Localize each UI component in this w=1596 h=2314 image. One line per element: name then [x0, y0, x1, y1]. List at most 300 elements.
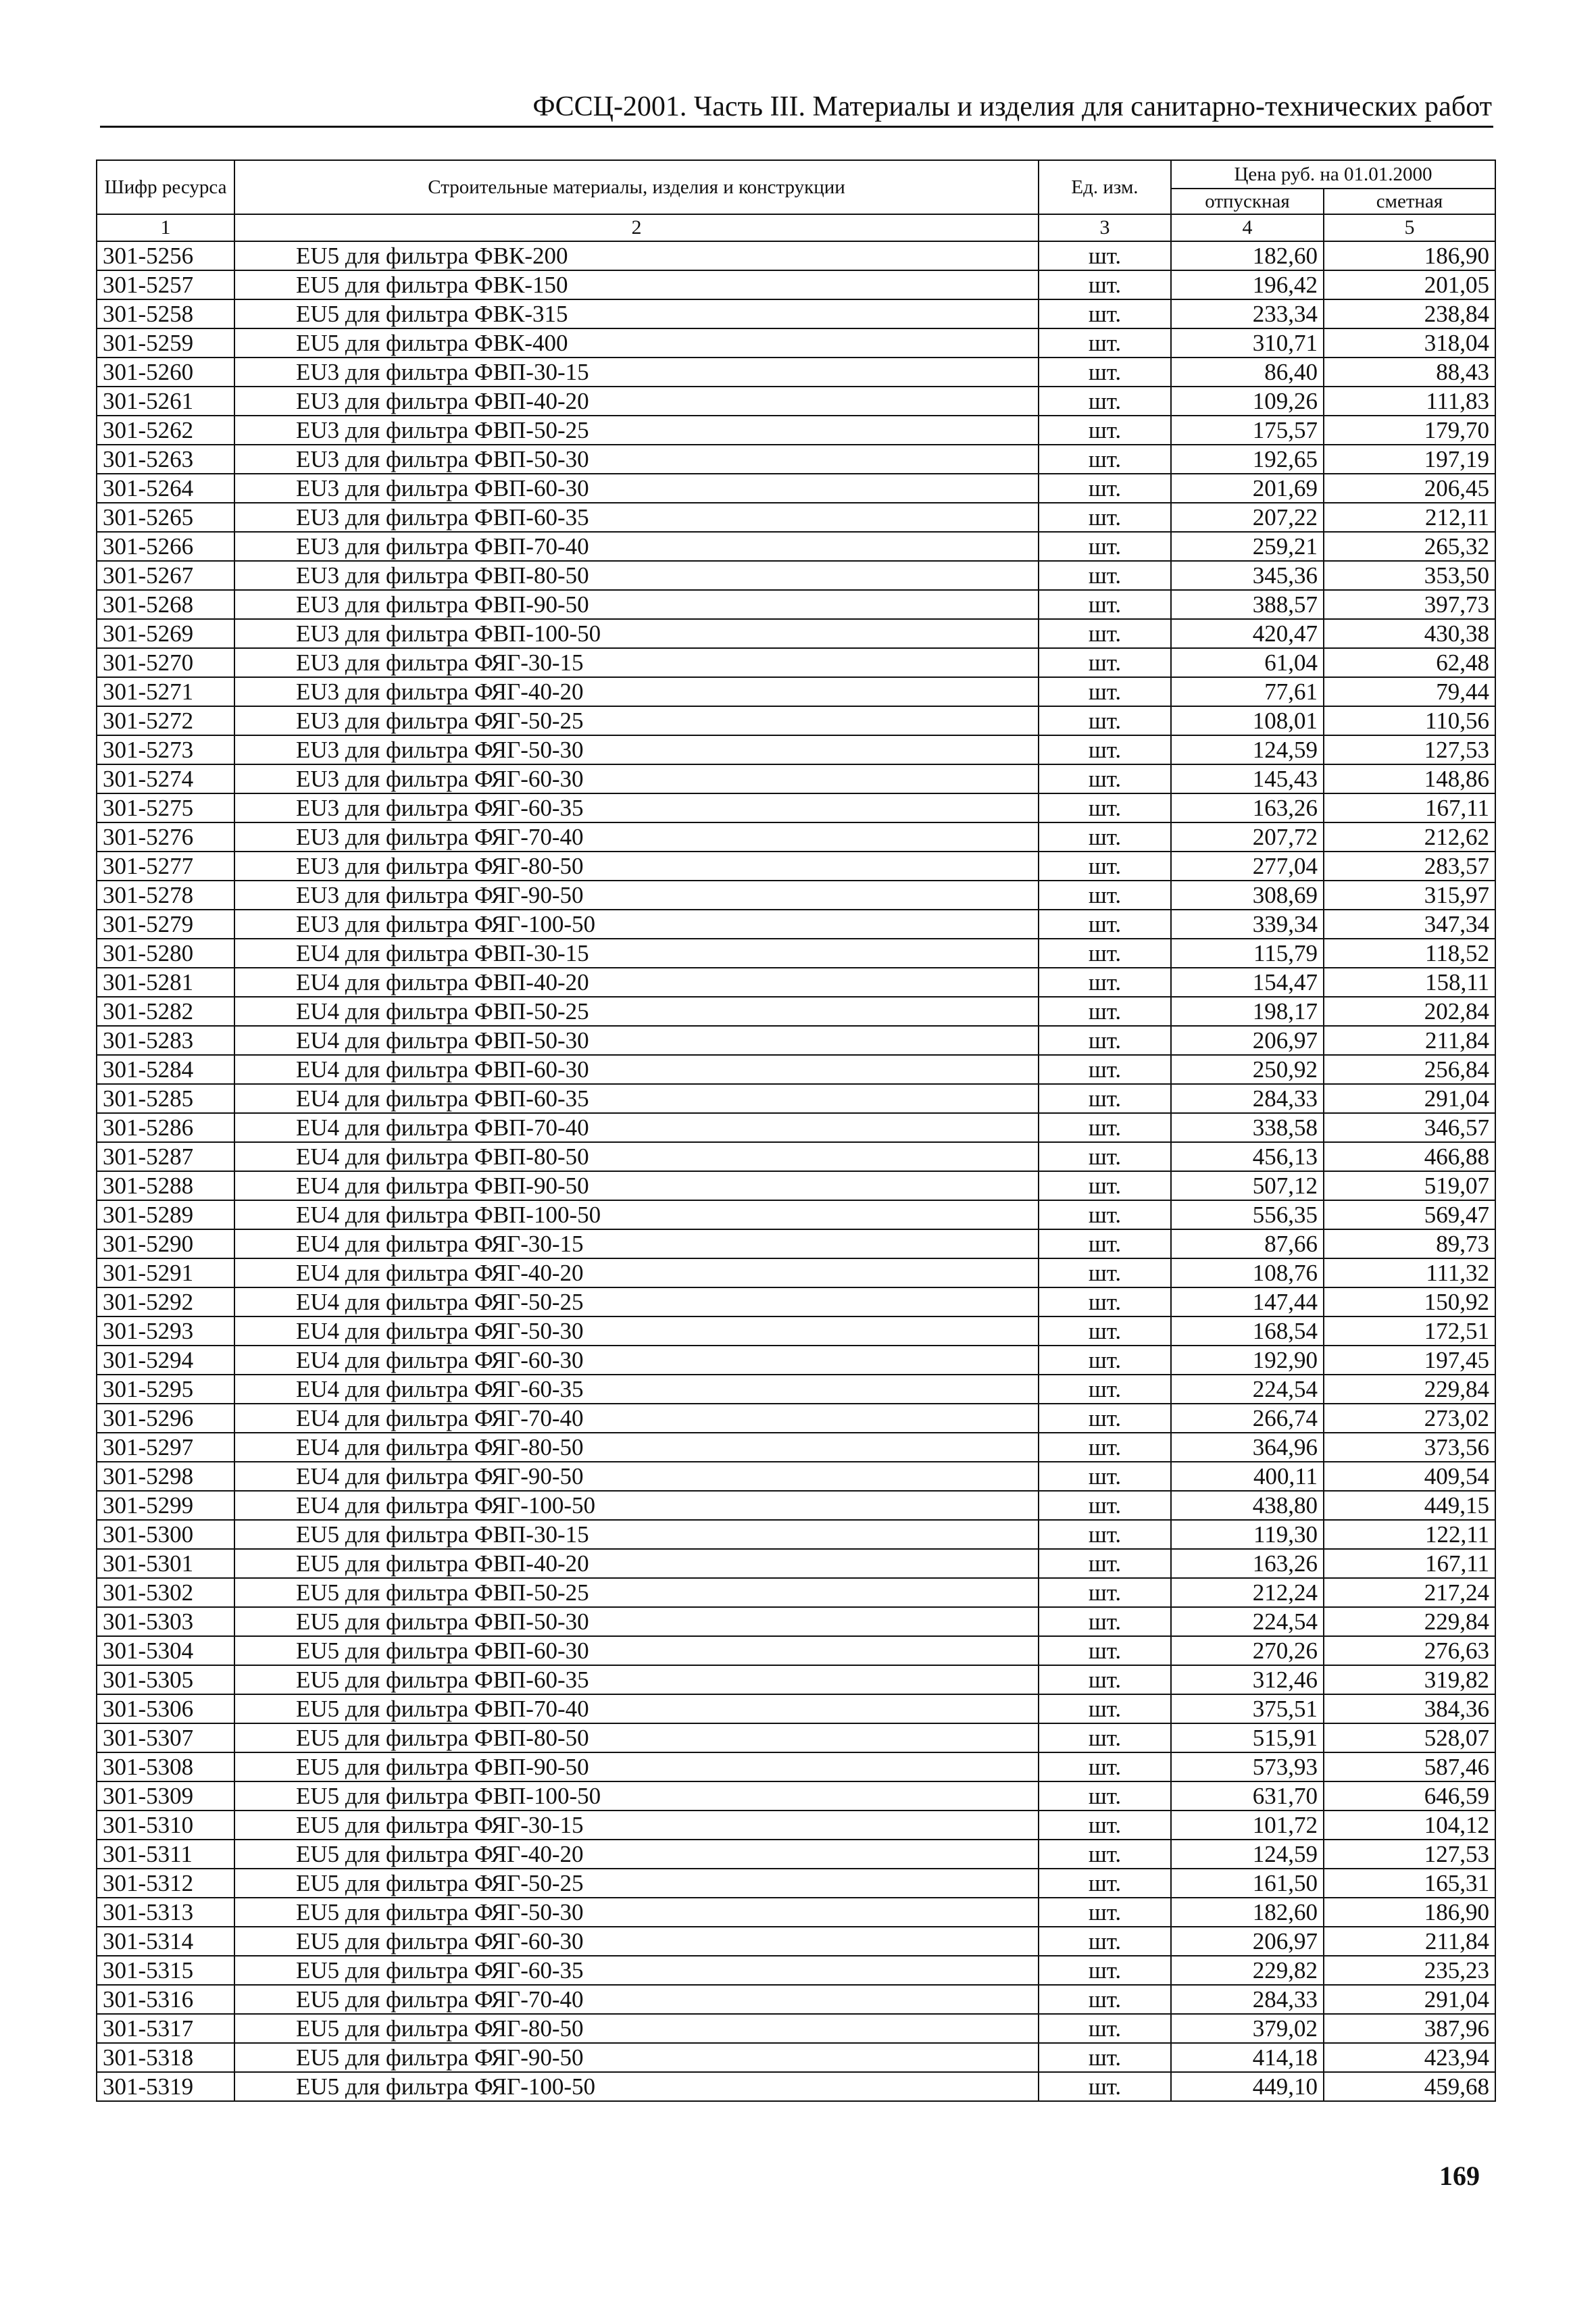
release-price-cell: 573,93: [1171, 1752, 1324, 1781]
unit-cell: шт.: [1039, 328, 1171, 358]
table-row: [97, 1549, 1495, 1578]
release-price-cell: 168,54: [1171, 1316, 1324, 1346]
estimate-price-cell: 569,47: [1324, 1200, 1495, 1229]
unit-cell: шт.: [1039, 503, 1171, 532]
resource-code-cell: 301-5307: [97, 1723, 234, 1752]
estimate-price-cell: 165,31: [1324, 1869, 1495, 1898]
release-price-cell: 108,76: [1171, 1258, 1324, 1287]
material-name-cell: EU4 для фильтра ФВП-50-30: [234, 1026, 1039, 1055]
material-name-cell: EU5 для фильтра ФВК-315: [234, 299, 1039, 328]
material-name-cell: EU4 для фильтра ФЯГ-90-50: [234, 1462, 1039, 1491]
resource-code-cell: 301-5288: [97, 1171, 234, 1200]
table-row: [97, 1723, 1495, 1752]
unit-cell: шт.: [1039, 1287, 1171, 1316]
resource-code-cell: 301-5290: [97, 1229, 234, 1258]
estimate-price-cell: 186,90: [1324, 241, 1495, 270]
release-price-cell: 206,97: [1171, 1927, 1324, 1956]
material-name-cell: EU5 для фильтра ФВП-70-40: [234, 1694, 1039, 1723]
unit-cell: шт.: [1039, 1316, 1171, 1346]
resource-code-cell: 301-5268: [97, 590, 234, 619]
unit-cell: шт.: [1039, 1520, 1171, 1549]
estimate-price-cell: 127,53: [1324, 1840, 1495, 1869]
table-row: [97, 561, 1495, 590]
resource-code-cell: 301-5317: [97, 2014, 234, 2043]
estimate-price-cell: 110,56: [1324, 706, 1495, 735]
estimate-price-cell: 273,02: [1324, 1404, 1495, 1433]
release-price-cell: 124,59: [1171, 1840, 1324, 1869]
column-header-code: Шифр ресурса: [97, 160, 234, 214]
estimate-price-cell: 449,15: [1324, 1491, 1495, 1520]
material-name-cell: EU4 для фильтра ФВП-80-50: [234, 1142, 1039, 1171]
release-price-cell: 420,47: [1171, 619, 1324, 648]
unit-cell: шт.: [1039, 1985, 1171, 2014]
column-number: 4: [1171, 214, 1324, 241]
estimate-price-cell: 167,11: [1324, 793, 1495, 822]
release-price-cell: 224,54: [1171, 1607, 1324, 1636]
table-row: [97, 1316, 1495, 1346]
table-row: [97, 1578, 1495, 1607]
resource-code-cell: 301-5310: [97, 1811, 234, 1840]
material-name-cell: EU5 для фильтра ФВП-100-50: [234, 1781, 1039, 1811]
release-price-cell: 310,71: [1171, 328, 1324, 358]
material-name-cell: EU3 для фильтра ФЯГ-30-15: [234, 648, 1039, 677]
release-price-cell: 192,65: [1171, 445, 1324, 474]
release-price-cell: 87,66: [1171, 1229, 1324, 1258]
table-header: [97, 160, 1495, 241]
estimate-price-cell: 646,59: [1324, 1781, 1495, 1811]
resource-code-cell: 301-5299: [97, 1491, 234, 1520]
release-price-cell: 198,17: [1171, 997, 1324, 1026]
table-row: [97, 241, 1495, 270]
table-row: [97, 1375, 1495, 1404]
material-name-cell: EU3 для фильтра ФЯГ-50-30: [234, 735, 1039, 764]
unit-cell: шт.: [1039, 241, 1171, 270]
estimate-price-cell: 229,84: [1324, 1375, 1495, 1404]
resource-code-cell: 301-5302: [97, 1578, 234, 1607]
estimate-price-cell: 587,46: [1324, 1752, 1495, 1781]
material-name-cell: EU3 для фильтра ФВП-50-30: [234, 445, 1039, 474]
unit-cell: шт.: [1039, 1142, 1171, 1171]
material-name-cell: EU4 для фильтра ФВП-70-40: [234, 1113, 1039, 1142]
resource-code-cell: 301-5270: [97, 648, 234, 677]
unit-cell: шт.: [1039, 1084, 1171, 1113]
material-name-cell: EU3 для фильтра ФВП-90-50: [234, 590, 1039, 619]
unit-cell: шт.: [1039, 445, 1171, 474]
material-name-cell: EU5 для фильтра ФВК-400: [234, 328, 1039, 358]
release-price-cell: 515,91: [1171, 1723, 1324, 1752]
table-row: [97, 474, 1495, 503]
column-header-unit: Ед. изм.: [1039, 160, 1171, 214]
release-price-cell: 147,44: [1171, 1287, 1324, 1316]
resource-code-cell: 301-5283: [97, 1026, 234, 1055]
material-name-cell: EU5 для фильтра ФВП-30-15: [234, 1520, 1039, 1549]
resource-code-cell: 301-5295: [97, 1375, 234, 1404]
estimate-price-cell: 197,45: [1324, 1346, 1495, 1375]
unit-cell: шт.: [1039, 997, 1171, 1026]
unit-cell: шт.: [1039, 1869, 1171, 1898]
resource-code-cell: 301-5280: [97, 939, 234, 968]
unit-cell: шт.: [1039, 1026, 1171, 1055]
release-price-cell: 86,40: [1171, 358, 1324, 387]
material-name-cell: EU4 для фильтра ФЯГ-60-35: [234, 1375, 1039, 1404]
table-row: [97, 793, 1495, 822]
resource-code-cell: 301-5256: [97, 241, 234, 270]
unit-cell: шт.: [1039, 1171, 1171, 1200]
unit-cell: шт.: [1039, 561, 1171, 590]
release-price-cell: 414,18: [1171, 2043, 1324, 2072]
unit-cell: шт.: [1039, 822, 1171, 852]
unit-cell: шт.: [1039, 1549, 1171, 1578]
unit-cell: шт.: [1039, 1055, 1171, 1084]
column-header-price-group: Цена руб. на 01.01.2000: [1171, 160, 1495, 189]
unit-cell: шт.: [1039, 270, 1171, 299]
table-row: [97, 590, 1495, 619]
estimate-price-cell: 466,88: [1324, 1142, 1495, 1171]
unit-cell: шт.: [1039, 1578, 1171, 1607]
release-price-cell: 182,60: [1171, 1898, 1324, 1927]
resource-code-cell: 301-5305: [97, 1665, 234, 1694]
unit-cell: шт.: [1039, 648, 1171, 677]
material-name-cell: EU5 для фильтра ФЯГ-60-35: [234, 1956, 1039, 1985]
material-name-cell: EU4 для фильтра ФВП-30-15: [234, 939, 1039, 968]
release-price-cell: 339,34: [1171, 910, 1324, 939]
release-price-cell: 206,97: [1171, 1026, 1324, 1055]
table-row: [97, 1084, 1495, 1113]
header-rule: [100, 126, 1493, 128]
unit-cell: шт.: [1039, 474, 1171, 503]
table-row: [97, 2014, 1495, 2043]
resource-code-cell: 301-5313: [97, 1898, 234, 1927]
estimate-price-cell: 397,73: [1324, 590, 1495, 619]
material-name-cell: EU3 для фильтра ФЯГ-50-25: [234, 706, 1039, 735]
estimate-price-cell: 353,50: [1324, 561, 1495, 590]
unit-cell: шт.: [1039, 677, 1171, 706]
estimate-price-cell: 430,38: [1324, 619, 1495, 648]
material-name-cell: EU3 для фильтра ФЯГ-70-40: [234, 822, 1039, 852]
material-name-cell: EU3 для фильтра ФВП-60-30: [234, 474, 1039, 503]
unit-cell: шт.: [1039, 1898, 1171, 1927]
material-name-cell: EU3 для фильтра ФЯГ-40-20: [234, 677, 1039, 706]
unit-cell: шт.: [1039, 1811, 1171, 1840]
estimate-price-cell: 265,32: [1324, 532, 1495, 561]
table-row: [97, 910, 1495, 939]
resource-code-cell: 301-5306: [97, 1694, 234, 1723]
material-name-cell: EU5 для фильтра ФВП-50-25: [234, 1578, 1039, 1607]
column-number: 5: [1324, 214, 1495, 241]
estimate-price-cell: 211,84: [1324, 1927, 1495, 1956]
unit-cell: шт.: [1039, 1927, 1171, 1956]
unit-cell: шт.: [1039, 358, 1171, 387]
release-price-cell: 163,26: [1171, 793, 1324, 822]
release-price-cell: 207,22: [1171, 503, 1324, 532]
table-row: [97, 648, 1495, 677]
resource-code-cell: 301-5264: [97, 474, 234, 503]
release-price-cell: 175,57: [1171, 416, 1324, 445]
resource-code-cell: 301-5257: [97, 270, 234, 299]
release-price-cell: 449,10: [1171, 2072, 1324, 2101]
estimate-price-cell: 387,96: [1324, 2014, 1495, 2043]
release-price-cell: 145,43: [1171, 764, 1324, 793]
column-header-price-estimate: сметная: [1324, 189, 1495, 214]
table-row: [97, 939, 1495, 968]
unit-cell: шт.: [1039, 735, 1171, 764]
material-name-cell: EU3 для фильтра ФЯГ-60-35: [234, 793, 1039, 822]
release-price-cell: 101,72: [1171, 1811, 1324, 1840]
release-price-cell: 77,61: [1171, 677, 1324, 706]
unit-cell: шт.: [1039, 1607, 1171, 1636]
unit-cell: шт.: [1039, 1229, 1171, 1258]
estimate-price-cell: 127,53: [1324, 735, 1495, 764]
unit-cell: шт.: [1039, 299, 1171, 328]
resource-code-cell: 301-5312: [97, 1869, 234, 1898]
estimate-price-cell: 158,11: [1324, 968, 1495, 997]
estimate-price-cell: 319,82: [1324, 1665, 1495, 1694]
column-number: 3: [1039, 214, 1171, 241]
estimate-price-cell: 229,84: [1324, 1607, 1495, 1636]
unit-cell: шт.: [1039, 1404, 1171, 1433]
material-name-cell: EU3 для фильтра ФВП-40-20: [234, 387, 1039, 416]
resource-code-cell: 301-5271: [97, 677, 234, 706]
table-row: [97, 1840, 1495, 1869]
resource-code-cell: 301-5287: [97, 1142, 234, 1171]
unit-cell: шт.: [1039, 1375, 1171, 1404]
release-price-cell: 119,30: [1171, 1520, 1324, 1549]
table-row: [97, 416, 1495, 445]
table-row: [97, 1346, 1495, 1375]
material-name-cell: EU5 для фильтра ФЯГ-50-30: [234, 1898, 1039, 1927]
release-price-cell: 250,92: [1171, 1055, 1324, 1084]
table-row: [97, 968, 1495, 997]
unit-cell: шт.: [1039, 1636, 1171, 1665]
estimate-price-cell: 238,84: [1324, 299, 1495, 328]
resource-code-cell: 301-5289: [97, 1200, 234, 1229]
resource-code-cell: 301-5304: [97, 1636, 234, 1665]
estimate-price-cell: 409,54: [1324, 1462, 1495, 1491]
material-name-cell: EU5 для фильтра ФВП-90-50: [234, 1752, 1039, 1781]
resource-code-cell: 301-5263: [97, 445, 234, 474]
unit-cell: шт.: [1039, 910, 1171, 939]
release-price-cell: 375,51: [1171, 1694, 1324, 1723]
unit-cell: шт.: [1039, 852, 1171, 881]
table-row: [97, 735, 1495, 764]
unit-cell: шт.: [1039, 590, 1171, 619]
estimate-price-cell: 150,92: [1324, 1287, 1495, 1316]
price-table: [96, 159, 1496, 2102]
table-row: [97, 1520, 1495, 1549]
release-price-cell: 161,50: [1171, 1869, 1324, 1898]
release-price-cell: 284,33: [1171, 1985, 1324, 2014]
table-row: [97, 1287, 1495, 1316]
resource-code-cell: 301-5275: [97, 793, 234, 822]
unit-cell: шт.: [1039, 706, 1171, 735]
resource-code-cell: 301-5303: [97, 1607, 234, 1636]
estimate-price-cell: 111,83: [1324, 387, 1495, 416]
table-row: [97, 1665, 1495, 1694]
table-row: [97, 677, 1495, 706]
material-name-cell: EU4 для фильтра ФВП-100-50: [234, 1200, 1039, 1229]
release-price-cell: 201,69: [1171, 474, 1324, 503]
estimate-price-cell: 276,63: [1324, 1636, 1495, 1665]
unit-cell: шт.: [1039, 532, 1171, 561]
table-body: [97, 241, 1495, 2101]
table-row: [97, 358, 1495, 387]
resource-code-cell: 301-5282: [97, 997, 234, 1026]
column-number: 1: [97, 214, 234, 241]
resource-code-cell: 301-5311: [97, 1840, 234, 1869]
estimate-price-cell: 186,90: [1324, 1898, 1495, 1927]
resource-code-cell: 301-5278: [97, 881, 234, 910]
table-row: [97, 1607, 1495, 1636]
table-row: [97, 1055, 1495, 1084]
material-name-cell: EU4 для фильтра ФВП-60-30: [234, 1055, 1039, 1084]
unit-cell: шт.: [1039, 1462, 1171, 1491]
material-name-cell: EU4 для фильтра ФЯГ-50-30: [234, 1316, 1039, 1346]
material-name-cell: EU5 для фильтра ФЯГ-50-25: [234, 1869, 1039, 1898]
estimate-price-cell: 528,07: [1324, 1723, 1495, 1752]
unit-cell: шт.: [1039, 764, 1171, 793]
estimate-price-cell: 148,86: [1324, 764, 1495, 793]
material-name-cell: EU5 для фильтра ФВП-60-35: [234, 1665, 1039, 1694]
unit-cell: шт.: [1039, 1694, 1171, 1723]
unit-cell: шт.: [1039, 1346, 1171, 1375]
material-name-cell: EU5 для фильтра ФЯГ-90-50: [234, 2043, 1039, 2072]
material-name-cell: EU3 для фильтра ФВП-80-50: [234, 561, 1039, 590]
unit-cell: шт.: [1039, 1433, 1171, 1462]
table-row: [97, 1142, 1495, 1171]
material-name-cell: EU3 для фильтра ФВП-30-15: [234, 358, 1039, 387]
unit-cell: шт.: [1039, 2014, 1171, 2043]
material-name-cell: EU4 для фильтра ФЯГ-70-40: [234, 1404, 1039, 1433]
release-price-cell: 196,42: [1171, 270, 1324, 299]
column-number: 2: [234, 214, 1039, 241]
unit-cell: шт.: [1039, 1491, 1171, 1520]
unit-cell: шт.: [1039, 793, 1171, 822]
resource-code-cell: 301-5272: [97, 706, 234, 735]
table-row: [97, 997, 1495, 1026]
release-price-cell: 438,80: [1171, 1491, 1324, 1520]
resource-code-cell: 301-5258: [97, 299, 234, 328]
page-number: 169: [1439, 2161, 1480, 2191]
material-name-cell: EU5 для фильтра ФВК-150: [234, 270, 1039, 299]
table-row: [97, 1811, 1495, 1840]
unit-cell: шт.: [1039, 1956, 1171, 1985]
column-header-price-release: отпускная: [1171, 189, 1324, 214]
material-name-cell: EU4 для фильтра ФЯГ-80-50: [234, 1433, 1039, 1462]
release-price-cell: 61,04: [1171, 648, 1324, 677]
estimate-price-cell: 167,11: [1324, 1549, 1495, 1578]
resource-code-cell: 301-5292: [97, 1287, 234, 1316]
material-name-cell: EU5 для фильтра ФЯГ-60-30: [234, 1927, 1039, 1956]
resource-code-cell: 301-5315: [97, 1956, 234, 1985]
estimate-price-cell: 291,04: [1324, 1084, 1495, 1113]
table-row: [97, 270, 1495, 299]
table-row: [97, 1985, 1495, 2014]
unit-cell: шт.: [1039, 1723, 1171, 1752]
unit-cell: шт.: [1039, 1840, 1171, 1869]
release-price-cell: 364,96: [1171, 1433, 1324, 1462]
estimate-price-cell: 384,36: [1324, 1694, 1495, 1723]
unit-cell: шт.: [1039, 2072, 1171, 2101]
estimate-price-cell: 111,32: [1324, 1258, 1495, 1287]
resource-code-cell: 301-5294: [97, 1346, 234, 1375]
release-price-cell: 400,11: [1171, 1462, 1324, 1491]
release-price-cell: 115,79: [1171, 939, 1324, 968]
resource-code-cell: 301-5284: [97, 1055, 234, 1084]
unit-cell: шт.: [1039, 1113, 1171, 1142]
material-name-cell: EU3 для фильтра ФЯГ-90-50: [234, 881, 1039, 910]
release-price-cell: 154,47: [1171, 968, 1324, 997]
resource-code-cell: 301-5301: [97, 1549, 234, 1578]
material-name-cell: EU3 для фильтра ФЯГ-100-50: [234, 910, 1039, 939]
release-price-cell: 233,34: [1171, 299, 1324, 328]
material-name-cell: EU4 для фильтра ФЯГ-40-20: [234, 1258, 1039, 1287]
table-row: [97, 387, 1495, 416]
page-header-title: ФССЦ-2001. Часть III. Материалы и изделия для санитарно-технических работ: [532, 91, 1492, 122]
release-price-cell: 277,04: [1171, 852, 1324, 881]
resource-code-cell: 301-5261: [97, 387, 234, 416]
material-name-cell: EU5 для фильтра ФЯГ-40-20: [234, 1840, 1039, 1869]
unit-cell: шт.: [1039, 2043, 1171, 2072]
unit-cell: шт.: [1039, 1200, 1171, 1229]
resource-code-cell: 301-5318: [97, 2043, 234, 2072]
unit-cell: шт.: [1039, 1752, 1171, 1781]
table-row: [97, 1113, 1495, 1142]
material-name-cell: EU5 для фильтра ФЯГ-30-15: [234, 1811, 1039, 1840]
release-price-cell: 345,36: [1171, 561, 1324, 590]
estimate-price-cell: 62,48: [1324, 648, 1495, 677]
table-row: [97, 1491, 1495, 1520]
resource-code-cell: 301-5296: [97, 1404, 234, 1433]
release-price-cell: 109,26: [1171, 387, 1324, 416]
release-price-cell: 631,70: [1171, 1781, 1324, 1811]
resource-code-cell: 301-5267: [97, 561, 234, 590]
resource-code-cell: 301-5291: [97, 1258, 234, 1287]
table-row: [97, 2072, 1495, 2101]
material-name-cell: EU5 для фильтра ФВП-80-50: [234, 1723, 1039, 1752]
table-row: [97, 1026, 1495, 1055]
estimate-price-cell: 291,04: [1324, 1985, 1495, 2014]
release-price-cell: 212,24: [1171, 1578, 1324, 1607]
material-name-cell: EU5 для фильтра ФВП-60-30: [234, 1636, 1039, 1665]
estimate-price-cell: 318,04: [1324, 328, 1495, 358]
estimate-price-cell: 118,52: [1324, 939, 1495, 968]
resource-code-cell: 301-5265: [97, 503, 234, 532]
material-name-cell: EU5 для фильтра ФВП-40-20: [234, 1549, 1039, 1578]
material-name-cell: EU5 для фильтра ФВП-50-30: [234, 1607, 1039, 1636]
resource-code-cell: 301-5309: [97, 1781, 234, 1811]
resource-code-cell: 301-5273: [97, 735, 234, 764]
estimate-price-cell: 79,44: [1324, 677, 1495, 706]
material-name-cell: EU4 для фильтра ФВП-90-50: [234, 1171, 1039, 1200]
material-name-cell: EU4 для фильтра ФЯГ-100-50: [234, 1491, 1039, 1520]
release-price-cell: 229,82: [1171, 1956, 1324, 1985]
estimate-price-cell: 202,84: [1324, 997, 1495, 1026]
table-row: [97, 1404, 1495, 1433]
table-row: [97, 532, 1495, 561]
material-name-cell: EU4 для фильтра ФЯГ-50-25: [234, 1287, 1039, 1316]
release-price-cell: 270,26: [1171, 1636, 1324, 1665]
material-name-cell: EU3 для фильтра ФВП-100-50: [234, 619, 1039, 648]
estimate-price-cell: 235,23: [1324, 1956, 1495, 1985]
resource-code-cell: 301-5293: [97, 1316, 234, 1346]
release-price-cell: 308,69: [1171, 881, 1324, 910]
resource-code-cell: 301-5316: [97, 1985, 234, 2014]
resource-code-cell: 301-5266: [97, 532, 234, 561]
unit-cell: шт.: [1039, 1781, 1171, 1811]
estimate-price-cell: 346,57: [1324, 1113, 1495, 1142]
table-row: [97, 1462, 1495, 1491]
resource-code-cell: 301-5269: [97, 619, 234, 648]
